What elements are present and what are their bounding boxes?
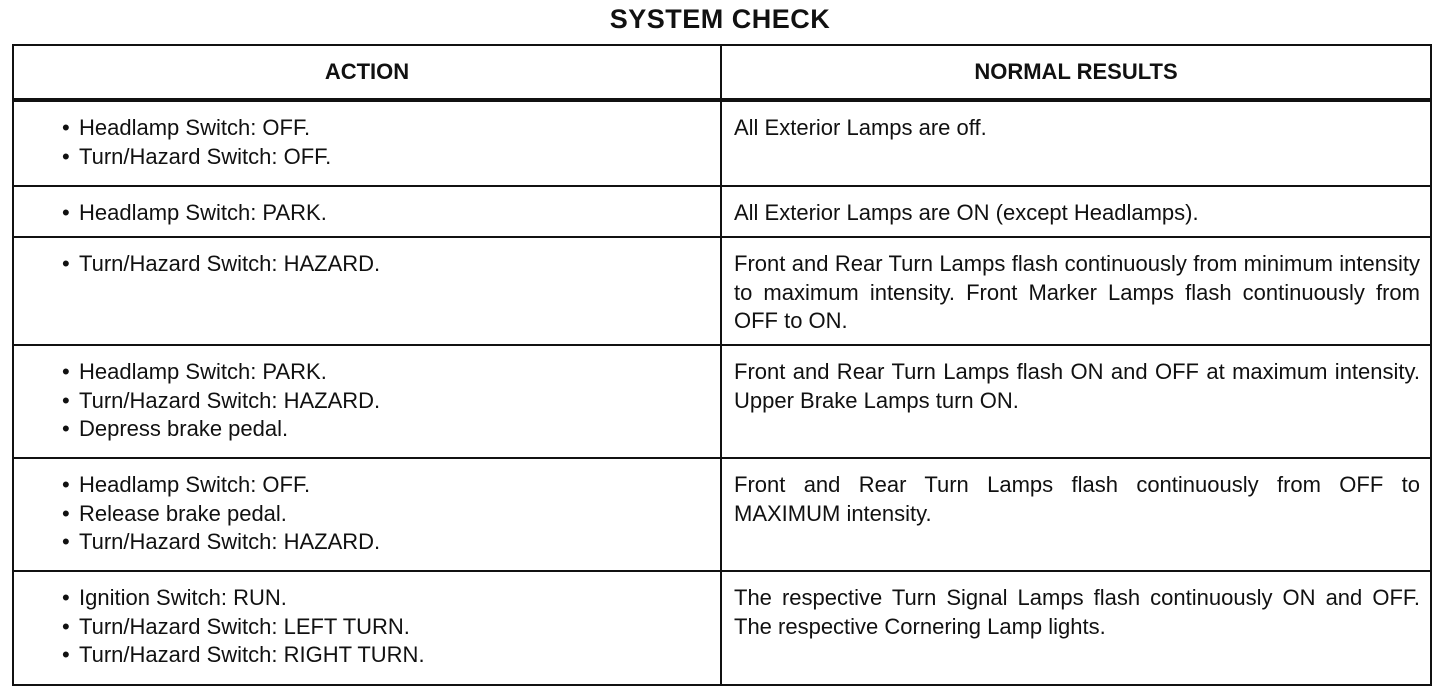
- table-header-row: [13, 45, 1431, 100]
- action-item: • Turn/Hazard Switch: HAZARD.: [62, 528, 710, 557]
- action-cell: [13, 237, 721, 345]
- result-cell: Front and Rear Turn Lamps flash ON and OFF at maximum intensity. Upper Brake Lamps turn ON.: [721, 345, 1431, 458]
- column-header-normal-results: NORMAL RESULTS: [721, 45, 1431, 100]
- action-item: • Turn/Hazard Switch: RIGHT TURN.: [62, 641, 710, 670]
- action-item: • Depress brake pedal.: [62, 415, 710, 444]
- table-row: [13, 345, 1431, 458]
- action-item: • Turn/Hazard Switch: HAZARD.: [62, 250, 710, 279]
- page-title: SYSTEM CHECK: [609, 4, 831, 34]
- result-cell: All Exterior Lamps are ON (except Headlamps).: [721, 186, 1431, 237]
- action-item: • Turn/Hazard Switch: LEFT TURN.: [62, 613, 710, 642]
- result-cell: The respective Turn Signal Lamps flash continuously ON and OFF. The respective Cornering Lamp lights.: [721, 571, 1431, 685]
- system-check-table: [12, 44, 1432, 686]
- action-item: • Ignition Switch: RUN.: [62, 584, 710, 613]
- action-item: • Turn/Hazard Switch: OFF.: [62, 143, 710, 172]
- column-header-action: ACTION: [13, 45, 721, 100]
- action-cell: [13, 100, 721, 186]
- action-item: • Headlamp Switch: OFF.: [62, 471, 710, 500]
- table-row: [13, 458, 1431, 571]
- result-cell: All Exterior Lamps are off.: [721, 100, 1431, 186]
- result-cell: Front and Rear Turn Lamps flash continuously from minimum intensity to maximum intensity. Front Marker Lamps flash continuously from OFF to ON.: [721, 237, 1431, 345]
- action-item: • Headlamp Switch: PARK.: [62, 358, 710, 387]
- action-item: • Headlamp Switch: PARK.: [62, 199, 710, 228]
- action-item: • Turn/Hazard Switch: HAZARD.: [62, 387, 710, 416]
- action-item: • Release brake pedal.: [62, 500, 710, 529]
- action-cell: [13, 345, 721, 458]
- action-item: • Headlamp Switch: OFF.: [62, 114, 710, 143]
- table-row: [13, 186, 1431, 237]
- action-cell: [13, 571, 721, 685]
- action-cell: [13, 186, 721, 237]
- table-row: [13, 571, 1431, 685]
- result-cell: Front and Rear Turn Lamps flash continuously from OFF to MAXIMUM intensity.: [721, 458, 1431, 571]
- action-cell: [13, 458, 721, 571]
- table-row: [13, 100, 1431, 186]
- table-row: [13, 237, 1431, 345]
